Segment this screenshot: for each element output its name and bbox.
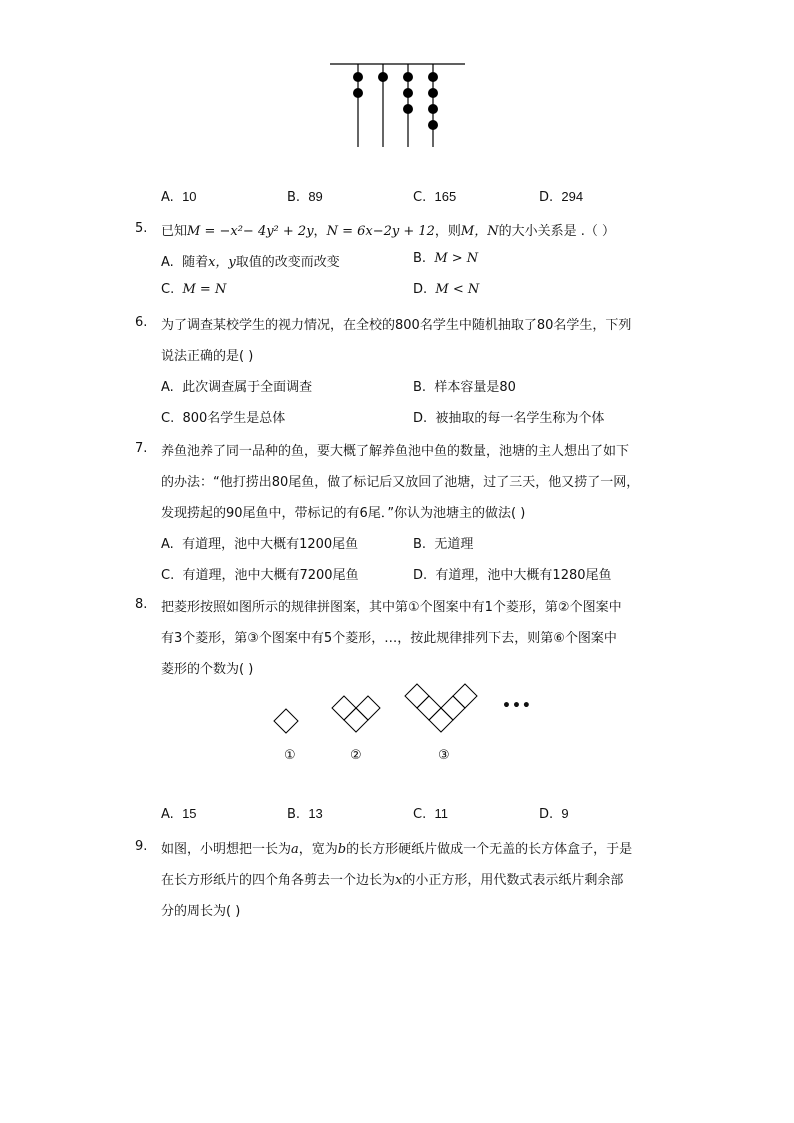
q5-option-d: D. M < N xyxy=(413,282,480,297)
q8-number: 8. xyxy=(135,597,148,612)
pattern-label-1: ① xyxy=(284,748,296,763)
q5-stem: 已知M = −x²− 4y² + 2y，N = 6x−2y + 12，则M，N的大小关系是 .（ ） xyxy=(161,224,616,239)
q4-option-d: D. 294 xyxy=(539,189,584,205)
q5-option-a: A. 随着x，y取值的改变而改变 xyxy=(161,255,340,270)
q5-option-b: B. M > N xyxy=(413,251,479,266)
rhombus-1-1 xyxy=(274,709,298,733)
q9-number: 9. xyxy=(135,839,148,854)
q5-n-expression: N = 6x−2y + 12 xyxy=(326,224,435,239)
q7-stem-line3: 发现捞起的90尾鱼中，带标记的有6尾．”你认为池塘主的做法( ) xyxy=(161,506,526,521)
rhombus-2-1 xyxy=(332,696,356,720)
q8-option-c: C. 11 xyxy=(413,806,448,822)
q8-option-a: A. 15 xyxy=(161,806,197,822)
q8-option-d: D. 9 xyxy=(539,806,569,822)
q7-number: 7. xyxy=(135,441,148,456)
q6-stem-line2: 说法正确的是( ) xyxy=(161,349,254,364)
q6-stem-line1: 为了调查某校学生的视力情况，在全校的800名学生中随机抽取了80名学生，下列 xyxy=(161,318,632,333)
q7-option-b: B. 无道理 xyxy=(413,537,474,552)
q7-option-a: A. 有道理，池中大概有1200尾鱼 xyxy=(161,537,359,552)
pattern-label-3: ③ xyxy=(438,748,450,763)
rhombus-3-2 xyxy=(417,696,441,720)
q4-option-c: C. 165 xyxy=(413,189,457,205)
q8-stem-line3: 菱形的个数为( ) xyxy=(161,662,254,677)
rhombus-3-4 xyxy=(441,696,465,720)
rhombus-3-3 xyxy=(429,708,453,732)
q7-stem-line2: 的办法：“他打捞出80尾鱼，做了标记后又放回了池塘，过了三天，他又捞了一网， xyxy=(161,475,640,490)
q8-stem-line1: 把菱形按照如图所示的规律拼图案，其中第①个图案中有1个菱形，第②个图案中 xyxy=(161,600,622,615)
q5-number: 5. xyxy=(135,221,148,236)
q6-option-a: A. 此次调查属于全面调查 xyxy=(161,380,313,395)
q8-stem-line2: 有3个菱形，第③个图案中有5个菱形，…，按此规律排列下去，则第⑥个图案中 xyxy=(161,631,617,646)
q7-option-c: C. 有道理，池中大概有7200尾鱼 xyxy=(161,568,359,583)
q6-option-b: B. 样本容量是80 xyxy=(413,380,516,395)
q5-option-c: C. M = N xyxy=(161,282,227,297)
q4-option-a: A. 10 xyxy=(161,189,197,205)
q9-stem-line2: 在长方形纸片的四个角各剪去一个边长为x的小正方形，用代数式表示纸片剩余部 xyxy=(161,873,624,888)
q7-option-d: D. 有道理，池中大概有1280尾鱼 xyxy=(413,568,612,583)
rhombus-2-2 xyxy=(344,708,368,732)
q5-m-expression: M = −x²− 4y² + 2y xyxy=(187,224,314,239)
rhombus-2-3 xyxy=(356,696,380,720)
rhombus-3-5 xyxy=(453,684,477,708)
q8-option-b: B. 13 xyxy=(287,806,323,822)
q6-number: 6. xyxy=(135,315,148,330)
q7-stem-line1: 养鱼池养了同一品种的鱼，要大概了解养鱼池中鱼的数量，池塘的主人想出了如下 xyxy=(161,444,630,459)
q6-option-c: C. 800名学生是总体 xyxy=(161,411,286,426)
pattern-label-2: ② xyxy=(350,748,362,763)
q9-stem-line1: 如图，小明想把一长为a，宽为b的长方形硬纸片做成一个无盖的长方体盒子，于是 xyxy=(161,842,633,857)
q4-option-b: B. 89 xyxy=(287,189,323,205)
q6-option-d: D. 被抽取的每一名学生称为个体 xyxy=(413,411,605,426)
rhombus-ellipsis: ••• xyxy=(502,698,532,714)
q9-stem-line3: 分的周长为( ) xyxy=(161,904,241,919)
rhombus-3-1 xyxy=(405,684,429,708)
